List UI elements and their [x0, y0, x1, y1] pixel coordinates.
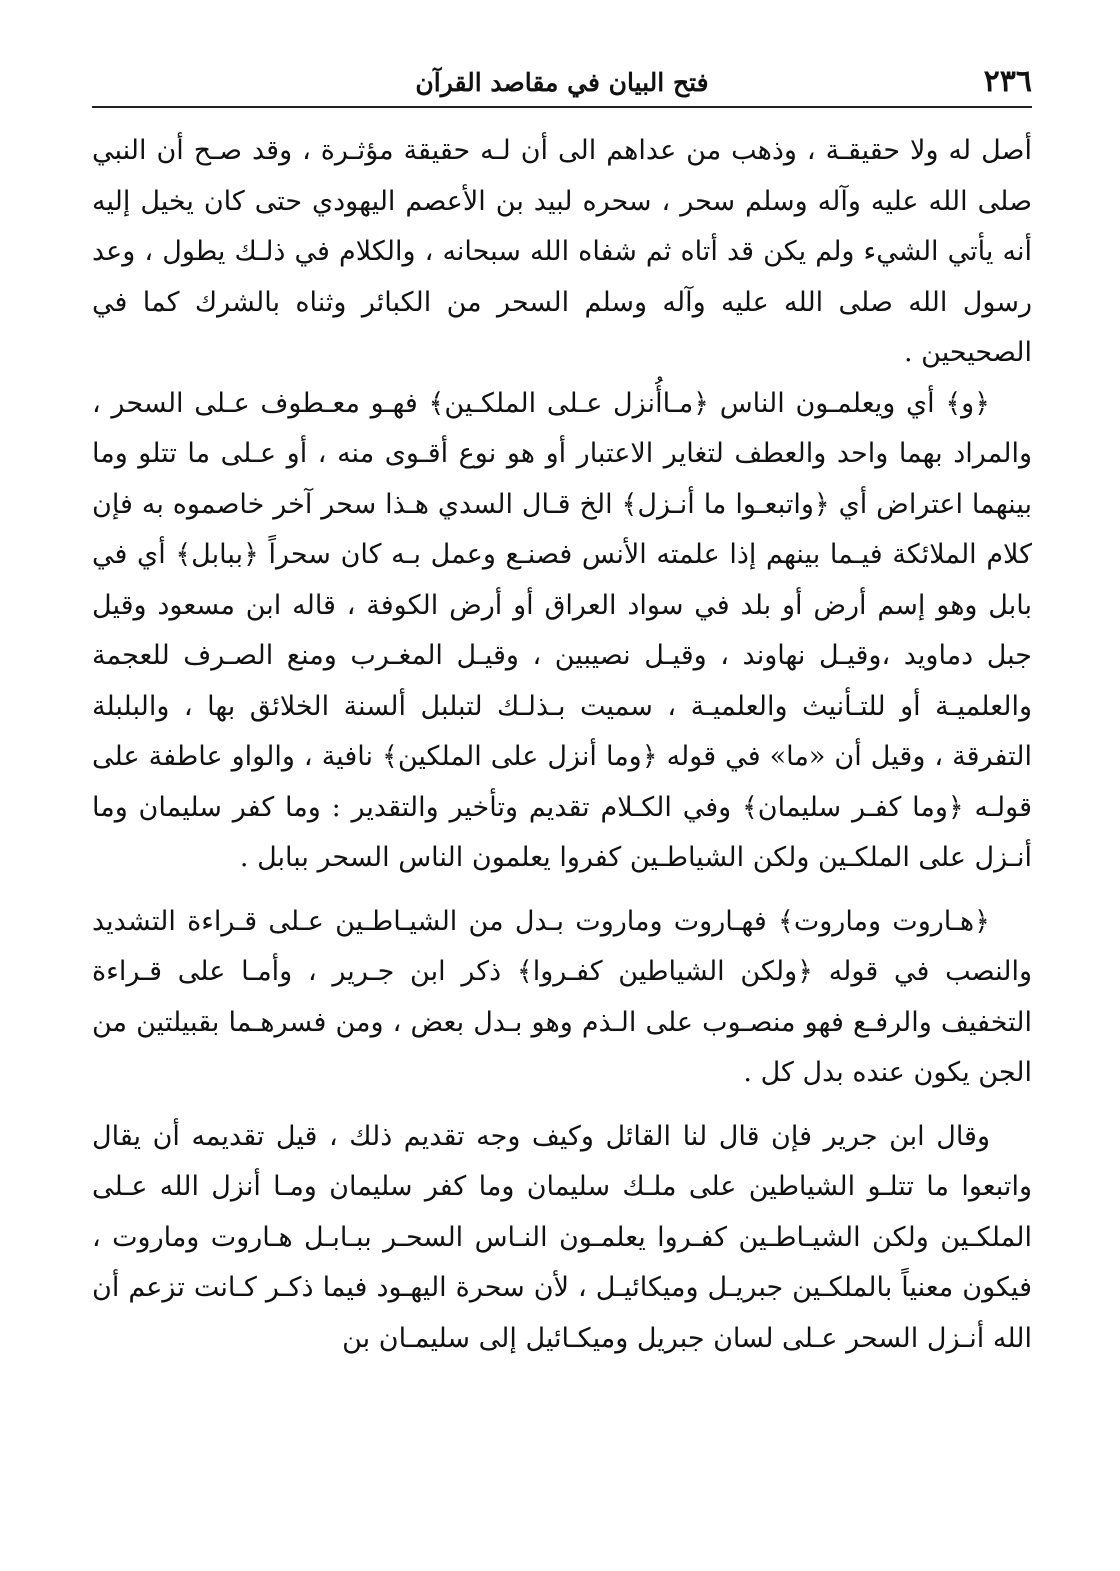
paragraph-3: ﴿هـاروت وماروت﴾ فهـاروت وماروت بـدل من الشيـاطـين عـلى قـراءة التشديد والنصب في قوله ﴿ولكن الشياطين كفـروا﴾ ذكر ابن جـرير ، وأمـا على قـراءة التخفيف والرفـع فهو منصـوب على الـذم وهو بـدل بعض ، ومن فسرهـما بقبيلتين من الجن يكون عنده بدل كل . [92, 905, 1032, 1088]
paragraph-2: ﴿و﴾ أي ويعلمـون الناس ﴿مـاأُنزل عـلى الملكـين﴾ فهـو معـطوف عـلى السحر ، والمراد بهما واحد والعطف لتغاير الاعتبار أو هو نوع أقـوى منه ، أو عـلى ما تتلو وما بينهما اعتراض أي ﴿واتبعـوا ما أنـزل﴾ الخ قـال السدي هـذا سحر آخر خاصموه به فإن كلام الملائكة فيـما بينهم إذا علمته الأنس فصنـع وعمل بـه كان سحراً ﴿ببابل﴾ أي في بابل وهو إسم أرض أو بلد في سواد العراق أو أرض الكوفة ، قاله ابن مسعود وقيل جبل دماويد ،وقيـل نهاوند ، وقيـل نصيبين ، وقيـل المغـرب ومنع الصـرف للعجمة والعلميـة أو للتـأنيث والعلميـة ، سميت بـذلـك لتبلبل ألسنة الخلائق بها ، والبلبلة التفرقة ، وقيل أن «ما» في قوله ﴿وما أنزل على الملكين﴾ نافية ، والواو عاطفة على قولـه ﴿وما كفـر سليمان﴾ وفي الكـلام تقديم وتأخير والتقدير : وما كفر سليمان وما أنـزل على الملكـين ولكن الشياطـين كفروا يعلمون الناس السحر ببابل . [92, 387, 1032, 873]
paragraph-1: أصل له ولا حقيقـة ، وذهب من عداهم الى أن لـه حقيقة مؤثـرة ، وقد صـح أن النبي صلى الله عليه وآله وسلم سحر ، سحره لبيد بن الأعصم اليهودي حتى كان يخيل إليه أنه يأتي الشيء ولم يكن قد أتاه ثم شفاه الله سبحانه ، والكلام في ذلـك يطول ، وعد رسول الله صلى الله عليه وآله وسلم السحر من الكبائر وثناه بالشرك كما في الصحيحين . [92, 135, 1032, 368]
body-text [92, 126, 1032, 1364]
paragraph-4: وقال ابن جرير فإن قال لنا القائل وكيف وجه تقديم ذلك ، قيل تقديمه أن يقال واتبعوا ما تتلـو الشياطين على ملـك سليمان وما كفر سليمان ومـا أنزل الله عـلى الملكـين ولكن الشيـاطـين كفـروا يعلمـون النـاس السحـر ببـابـل هـاروت وماروت ، فيكون معنياً بالملكـين جبريـل وميكائيـل ، لأن سحرة اليهـود فيما ذكـر كـانت تزعم أن الله أنـزل السحر عـلى لسان جبريل وميكـائيل إلى سليمـان بن [92, 1120, 1032, 1354]
page-number: ٢٣٦ [983, 64, 1032, 99]
book-title: فتح البيان في مقاصد القرآن [415, 68, 709, 97]
running-header [92, 62, 1032, 108]
